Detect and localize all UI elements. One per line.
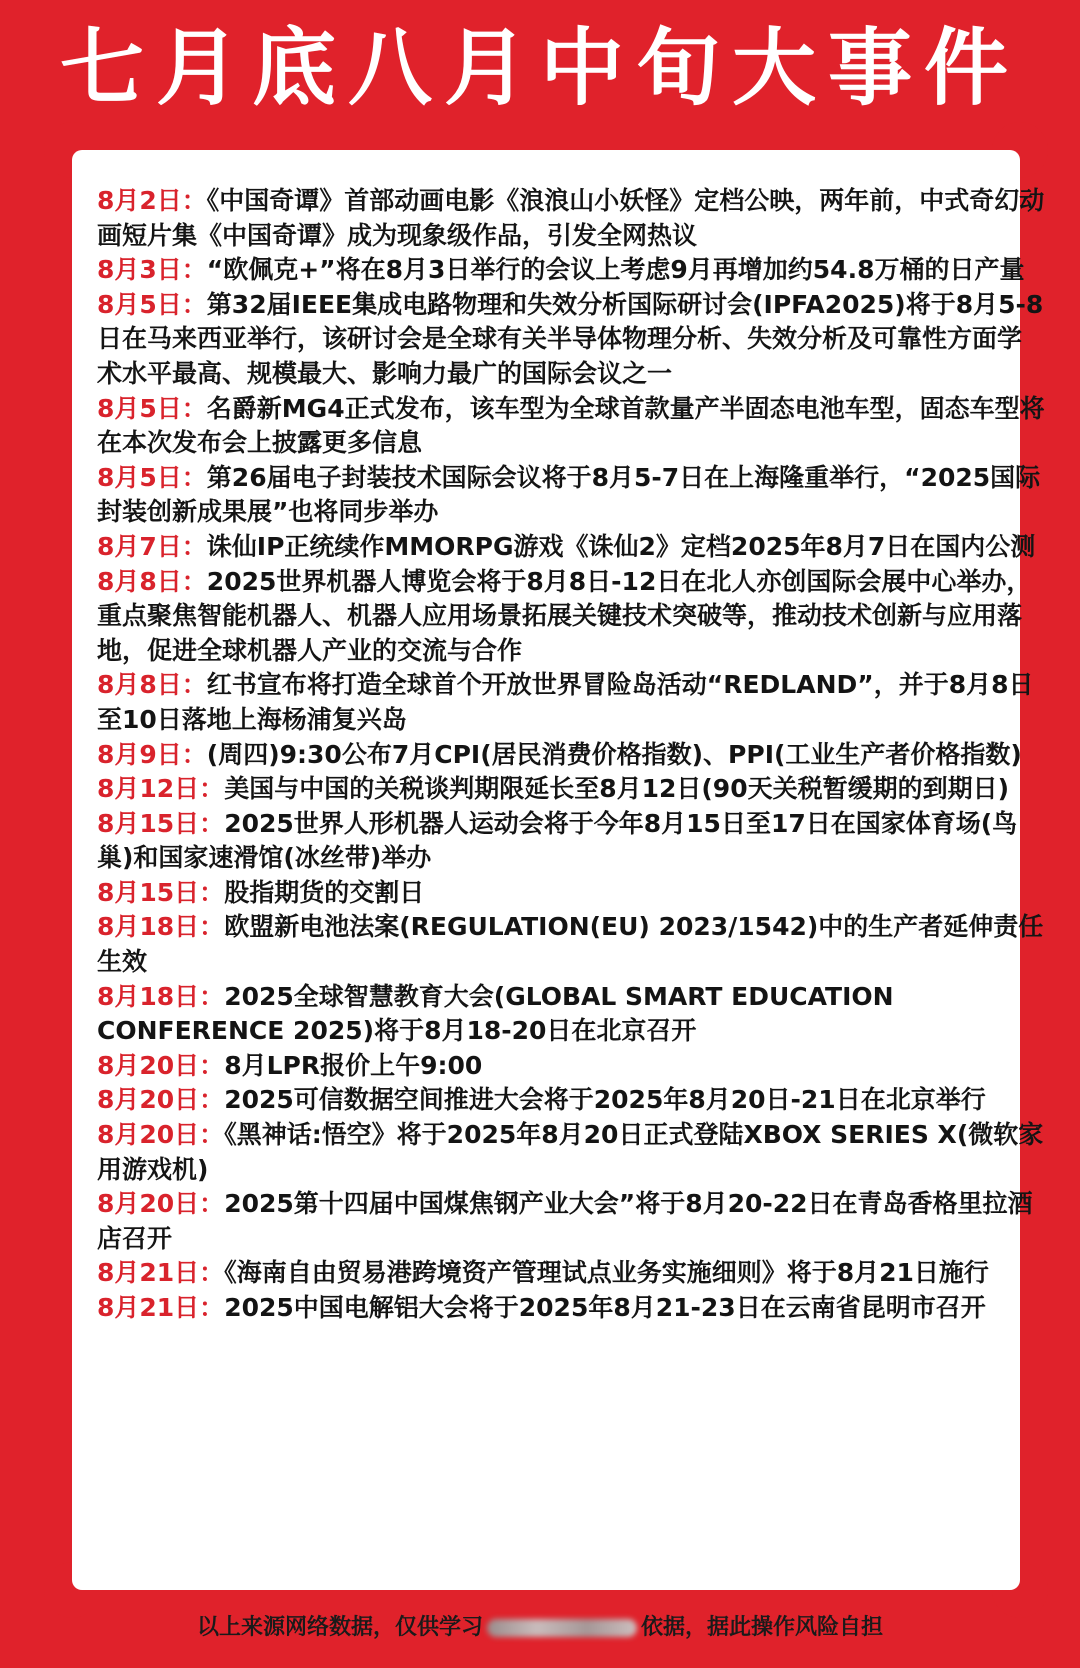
event-item: [97, 910, 1045, 979]
event-date: 8月2日：: [97, 186, 207, 215]
event-item: [97, 807, 1045, 876]
event-item: [97, 253, 1045, 288]
event-text: 2025第十四届中国煤焦钢产业大会”将于8月20-22日在青岛香格里拉酒店召开: [97, 1189, 1033, 1253]
event-text: 红书宣布将打造全球首个开放世界冒险岛活动“REDLAND”，并于8月8日至10日落地上海杨浦复兴岛: [97, 670, 1034, 734]
event-date: 8月8日：: [97, 566, 207, 596]
event-date: 8月15日：: [97, 808, 225, 838]
event-text: 《黑神话:悟空》将于2025年8月20日正式登陆XBOX SERIES X(微软家用游戏机): [97, 1120, 1044, 1184]
blurred-text-region: [487, 1619, 637, 1637]
event-text: 2025世界机器人博览会将于8月8日-12日在北人亦创国际会展中心举办，重点聚焦智能机器人、机器人应用场景拓展关键技术突破等，推动技术创新与应用落地，促进全球机器人产业的交流与合作: [97, 566, 1032, 665]
event-item: [97, 1083, 1045, 1118]
event-date: 8月21日：: [97, 1258, 225, 1288]
event-date: 8月5日：: [97, 393, 207, 423]
event-date: 8月20日：: [97, 1189, 225, 1219]
event-text: 名爵新MG4正式发布，该车型为全球首款量产半固态电池车型，固态车型将在本次发布会上披露更多信息: [97, 393, 1045, 458]
event-date: 8月21日：: [97, 1293, 225, 1322]
event-text: 《海南自由贸易港跨境资产管理试点业务实施细则》将于8月21日施行: [224, 1258, 989, 1288]
event-text: (周四)9:30公布7月CPI(居民消费价格指数)、PPI(工业生产者价格指数): [206, 739, 1022, 769]
event-date: 8月9日：: [97, 739, 207, 769]
event-text: 第32届IEEE集成电路物理和失效分析国际研讨会(IPFA2025)将于8月5-8日在马来西亚举行，该研讨会是全球有关半导体物理分析、失效分析及可靠性方面学术水平最高、规模最大、影响力最广的国际会议之一: [97, 289, 1044, 388]
event-item: [97, 1049, 1045, 1084]
event-date: 8月20日：: [97, 1085, 225, 1115]
event-item: [97, 1118, 1045, 1187]
event-item: [97, 288, 1045, 392]
event-text: 2025中国电解铝大会将于2025年8月21-23日在云南省昆明市召开: [224, 1293, 986, 1322]
event-text: 《中国奇谭》首部动画电影《浪浪山小妖怪》定档公映，两年前，中式奇幻动画短片集《中国奇谭》成为现象级作品，引发全网热议: [97, 186, 1045, 250]
event-item: [97, 1187, 1045, 1256]
event-date: 8月12日：: [97, 774, 225, 804]
event-date: 8月8日：: [97, 670, 207, 700]
event-list: [97, 184, 1045, 1326]
event-text: “欧佩克+”将在8月3日举行的会议上考虑9月再增加约54.8万桶的日产量: [206, 255, 1025, 285]
event-date: 8月18日：: [97, 981, 225, 1011]
disclaimer-footer: [0, 1608, 1080, 1648]
event-date: 8月3日：: [97, 255, 207, 285]
disclaimer-text-left: 以上来源网络数据，仅供学习: [196, 1615, 483, 1640]
event-item: [97, 772, 1045, 807]
event-text: 8月LPR报价上午9:00: [224, 1050, 483, 1080]
event-item: [97, 461, 1045, 530]
event-item: [97, 530, 1045, 565]
event-item: [97, 565, 1045, 669]
event-text: 第26届电子封装技术国际会议将于8月5-7日在上海隆重举行，“2025国际封装创新成果展”也将同步举办: [97, 462, 1041, 527]
event-item: [97, 876, 1045, 911]
event-text: 欧盟新电池法案(REGULATION(EU) 2023/1542)中的生产者延伸责任生效: [97, 912, 1044, 977]
event-text: 美国与中国的关税谈判期限延长至8月12日(90天关税暂缓期的到期日): [224, 774, 1010, 804]
event-text: 诛仙IP正统续作MMORPG游戏《诛仙2》定档2025年8月7日在国内公测: [206, 531, 1036, 561]
event-date: 8月7日：: [97, 531, 207, 561]
event-item: [97, 980, 1045, 1049]
event-item: [97, 184, 1045, 253]
event-item: [97, 738, 1045, 773]
event-text: 2025全球智慧教育大会(GLOBAL SMART EDUCATION CONFERENCE 2025)将于8月18-20日在北京召开: [97, 981, 894, 1046]
event-date: 8月18日：: [97, 912, 225, 942]
event-text: 股指期货的交割日: [224, 877, 425, 907]
event-date: 8月5日：: [97, 289, 207, 319]
event-item: [97, 1256, 1045, 1291]
disclaimer-text-right: 依据，据此操作风险自担: [641, 1615, 884, 1640]
event-date: 8月20日：: [97, 1120, 225, 1150]
page-title: 七月底八月中旬大事件: [59, 19, 1020, 117]
event-item: [97, 1291, 1045, 1326]
event-item: [97, 392, 1045, 461]
event-date: 8月15日：: [97, 877, 225, 907]
event-item: [97, 668, 1045, 737]
event-text: 2025可信数据空间推进大会将于2025年8月20日-21日在北京举行: [224, 1085, 986, 1115]
event-date: 8月5日：: [97, 462, 207, 492]
event-date: 8月20日：: [97, 1050, 225, 1080]
event-text: 2025世界人形机器人运动会将于今年8月15日至17日在国家体育场(鸟巢)和国家速滑馆(冰丝带)举办: [97, 808, 1018, 873]
